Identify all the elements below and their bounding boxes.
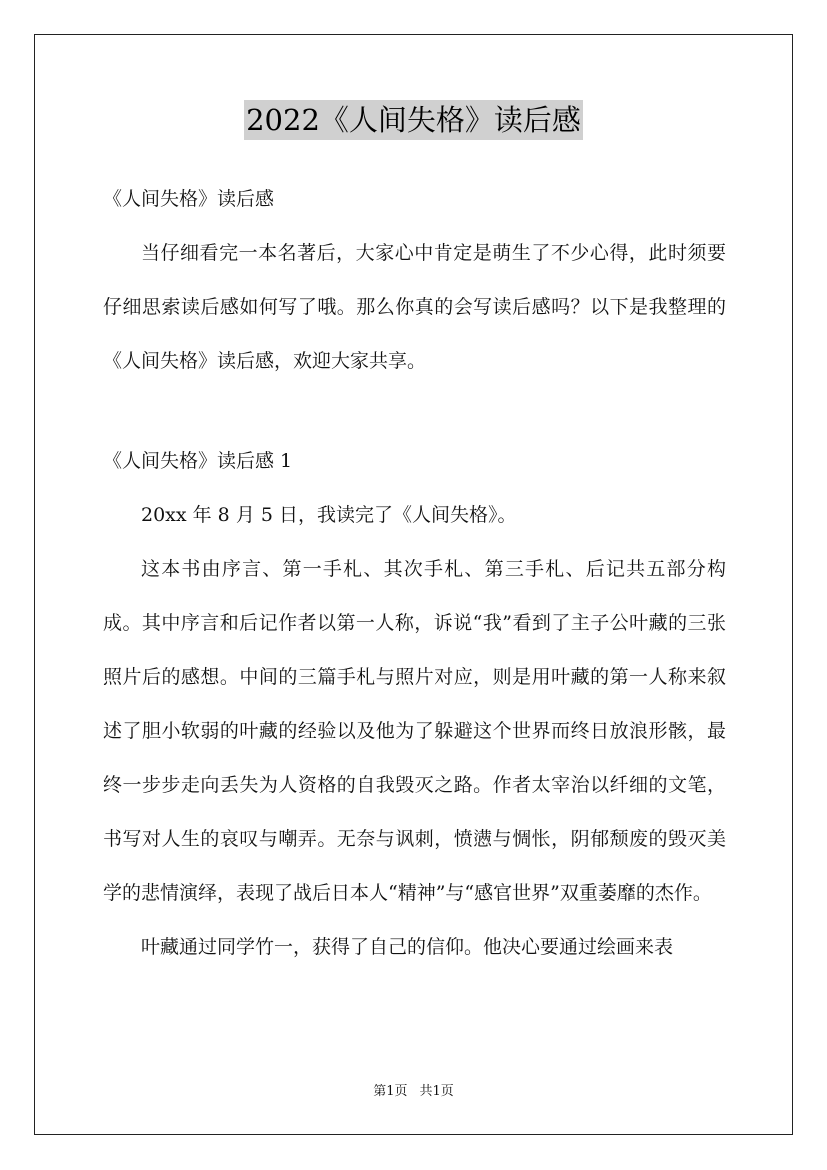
section-heading: 《人间失格》读后感 1 — [103, 450, 293, 472]
paragraph-3: 叶藏通过同学竹一，获得了自己的信仰。他决心要通过绘画来表 — [141, 936, 674, 958]
document-body — [103, 172, 726, 974]
paragraph-2: 这本书由序言、第一手札、其次手札、第三手札、后记共五部分构成。其中序言和后记作者以第一人称，诉说“我”看到了主子公叶藏的三张照片后的感想。中间的三篇手札与照片对应，则是用叶藏的第一人称来叙述了胆小软弱的叶藏的经验以及他为了躲避这个世界而终日放浪形骸，最终一步步走向丢失为人资格的自我毁灭之路。作者太宰治以纤细的文笔，书写对人生的哀叹与嘲弄。无奈与讽刺，愤懑与惆怅，阴郁颓废的毁灭美学的悲情演绎，表现了战后日本人“精神”与“感官世界”双重萎靡的杰作。 — [103, 558, 726, 904]
section-gap — [103, 388, 726, 434]
title-container — [0, 100, 827, 140]
paragraph-1: 20xx 年 8 月 5 日，我读完了《人间失格》。 — [141, 504, 517, 526]
page-footer — [0, 1082, 827, 1102]
intro-paragraph: 当仔细看完一本名著后，大家心中肯定是萌生了不少心得，此时须要仔细思索读后感如何写了哦。那么你真的会写读后感吗？以下是我整理的《人间失格》读后感，欢迎大家共享。 — [103, 242, 726, 372]
page-total: 共1页 — [419, 1084, 454, 1099]
subtitle: 《人间失格》读后感 — [103, 188, 275, 210]
page-number: 第1页 — [373, 1084, 408, 1099]
document-title: 2022《人间失格》读后感 — [244, 100, 583, 140]
